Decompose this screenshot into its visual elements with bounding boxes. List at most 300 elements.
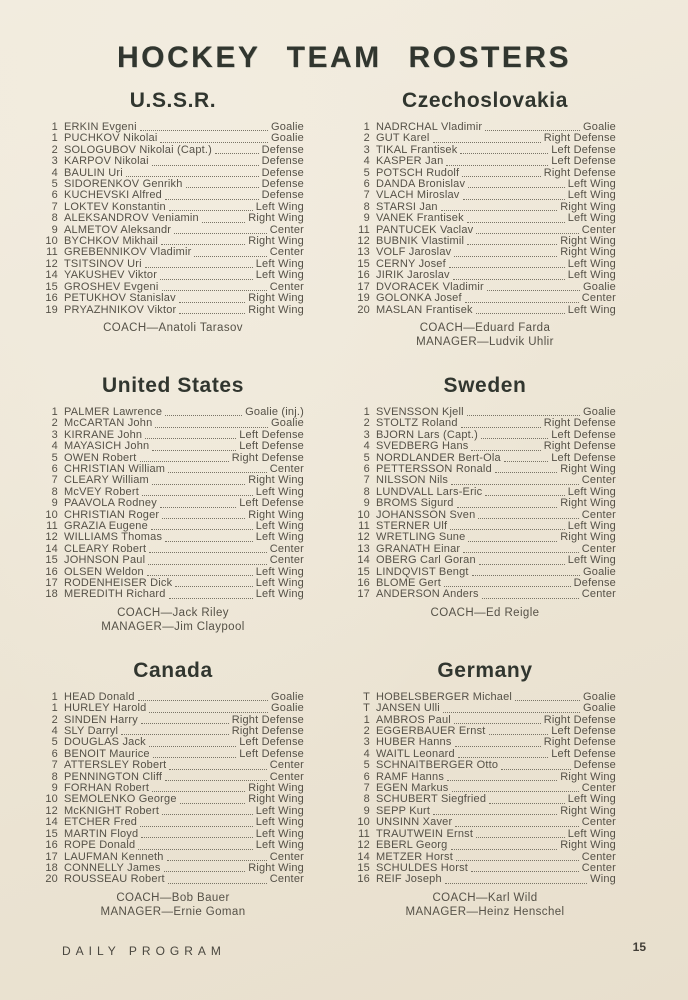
player-position: Goalie [583,690,616,703]
player-position: Right Wing [560,531,616,544]
player-row [354,703,616,714]
player-name: ERKIN Evgeni [64,121,137,133]
player-row [354,305,616,316]
team-section [354,660,616,919]
player-position: Right Wing [248,235,304,248]
player-name: MARTIN Floyd [64,827,139,840]
dot-leader [471,871,579,872]
player-name: SCHULDES Horst [376,861,469,874]
player-number: 12 [45,531,58,544]
player-position: Left Wing [567,793,616,806]
player-position: Center [581,861,616,874]
player-number: 3 [51,155,58,168]
player-name: OLSEN Weldon [64,565,144,578]
dot-leader [148,564,267,565]
player-name: OWEN Robert [64,451,137,464]
player-position: Right Wing [560,497,616,510]
player-name: DOUGLAS Jack [64,736,146,749]
dot-leader [145,438,236,439]
dot-leader [141,837,252,838]
player-number: 10 [357,508,370,521]
dot-leader [446,165,548,166]
player-row [354,840,616,851]
player-name: BUBNIK Vlastimil [376,235,465,248]
player-row [354,418,616,429]
player-position: Goalie [583,280,616,293]
player-position: Defense [261,155,304,168]
dot-leader [467,415,580,416]
player-position: Left Wing [567,303,616,316]
player-name: KARPOV Nikolai [64,155,149,168]
player-position: Center [581,850,616,863]
player-name: CHRISTIAN Roger [64,508,160,521]
player-number: 4 [51,166,58,179]
player-position: Right Defense [231,713,304,726]
dot-leader [476,837,565,838]
team-section [42,90,304,349]
dot-leader [152,450,236,451]
dot-leader [162,290,267,291]
dot-leader [162,518,245,519]
player-position: Left Wing [255,531,304,544]
player-name: KIRRANE John [64,428,143,441]
dot-leader [149,746,236,747]
dot-leader [152,791,245,792]
player-name: BENOIT Maurice [64,747,150,760]
player-name: EGEN Markus [376,782,449,795]
staff-line: MANAGER—Heinz Henschel [405,905,565,918]
player-position: Goalie [583,702,616,715]
dot-leader [169,769,266,770]
player-name: JANSEN Ulli [376,702,440,715]
player-list [354,407,616,601]
player-position: Goalie (inj.) [245,405,304,418]
player-number: 1 [51,132,58,145]
dot-leader [445,883,587,884]
player-name: LUNDVALL Lars-Eric [376,485,483,498]
player-name: CONNELLY James [64,861,161,874]
player-name: HEAD Donald [64,690,135,703]
player-name: CLEARY William [64,474,149,487]
dot-leader [169,598,253,599]
player-position: Right Wing [248,782,304,795]
player-number: 17 [45,850,58,863]
player-row [42,270,304,281]
player-name: PETUKHOV Stanislav [64,292,176,305]
player-name: SVEDBERG Hans [376,440,469,453]
player-position: Left Defense [551,451,616,464]
player-name: SEMOLENKO George [64,793,177,806]
player-number: 16 [45,839,58,852]
dot-leader [471,450,540,451]
dot-leader [151,529,253,530]
player-row [42,441,304,452]
dot-leader [457,507,558,508]
player-position: Center [581,223,616,236]
staff-line: COACH—Eduard Farda [419,321,551,334]
player-position: Right Wing [248,861,304,874]
dot-leader [155,427,268,428]
player-position: Goalie [583,405,616,418]
player-position: Right Wing [248,508,304,521]
staff-line: COACH—Jack Riley [117,606,229,619]
player-position: Goalie [271,417,304,430]
player-number: 12 [45,257,58,270]
dot-leader [468,187,565,188]
player-number: 1 [363,713,370,726]
player-name: VOLF Jaroslav [376,246,452,259]
player-position: Left Defense [239,497,304,510]
player-position: Defense [261,189,304,202]
player-position: Goalie [271,132,304,145]
player-name: MASLAN Frantisek [376,303,473,316]
player-number: 4 [51,440,58,453]
player-number: 1 [51,405,58,418]
player-position: Center [269,280,304,293]
player-position: Right Defense [231,451,304,464]
player-number: 1 [363,121,370,133]
player-position: Left Defense [551,143,616,156]
player-name: BROMS Sigurd [376,497,454,510]
player-name: AMBROS Paul [376,713,451,726]
player-position: Defense [261,143,304,156]
dot-leader [153,757,236,758]
dot-leader [451,484,579,485]
player-name: ROPE Donald [64,839,136,852]
player-number: 13 [357,542,370,555]
dot-leader [164,871,246,872]
player-row [354,817,616,828]
dot-leader [142,495,253,496]
dot-leader [460,153,548,154]
dot-leader [479,564,565,565]
player-number: 8 [51,770,58,783]
player-name: KUCHEVSKI Alfred [64,189,162,202]
player-position: Left Wing [255,200,304,213]
player-name: VLACH Miroslav [376,189,460,202]
player-position: Left Defense [239,428,304,441]
player-number: 3 [363,428,370,441]
dot-leader [485,495,564,496]
player-name: EGGERBAUER Ernst [376,725,486,738]
player-number: 3 [363,736,370,749]
player-position: Left Wing [567,269,616,282]
player-number: 2 [363,725,370,738]
dot-leader [463,199,565,200]
player-name: HURLEY Harold [64,702,147,715]
player-name: EBERL Georg [376,839,448,852]
dot-leader [140,130,268,131]
player-row [42,555,304,566]
dot-leader [453,279,565,280]
dot-leader [515,700,580,701]
player-row [42,703,304,714]
player-position: Right Wing [560,235,616,248]
player-position: Left Defense [551,725,616,738]
player-position: Right Wing [248,793,304,806]
player-position: Center [269,542,304,555]
player-name: ROUSSEAU Robert [64,873,165,886]
player-row [354,270,616,281]
player-position: Left Wing [567,554,616,567]
player-number: 9 [51,782,58,795]
player-number: 7 [51,474,58,487]
player-name: BYCHKOV Mikhail [64,235,159,248]
player-name: VANEK Frantisek [376,212,464,225]
dot-leader [478,518,578,519]
player-name: GRANATH Einar [376,542,461,555]
player-name: SEPP Kurt [376,804,431,817]
player-position: Defense [261,178,304,191]
player-position: Left Wing [567,519,616,532]
dot-leader [141,723,229,724]
dot-leader [140,826,253,827]
dot-leader [487,290,580,291]
dot-leader [167,860,267,861]
player-number: 9 [51,497,58,510]
staff-lines [354,321,616,349]
player-position: Left Wing [567,212,616,225]
player-name: REIF Joseph [376,873,442,886]
player-number: 1 [51,690,58,703]
dot-leader [452,791,579,792]
player-name: SINDEN Harry [64,713,138,726]
player-number: 13 [357,246,370,259]
dot-leader [215,153,259,154]
dot-leader [468,541,557,542]
player-position: Right Defense [543,736,616,749]
dot-leader [441,210,557,211]
player-position: Center [581,782,616,795]
player-number: 2 [363,417,370,430]
player-name: LINDQVIST Bengt [376,565,469,578]
player-name: WAITL Leonard [376,747,455,760]
player-position: Goalie [583,565,616,578]
dot-leader [467,244,557,245]
player-number: 6 [51,747,58,760]
player-number: 2 [51,417,58,430]
dot-leader [451,849,558,850]
player-position: Left Defense [551,428,616,441]
player-number: 1 [51,702,58,715]
player-name: BAULIN Uri [64,166,123,179]
player-name: SIDORENKOV Genrikh [64,178,183,191]
player-number: 10 [357,816,370,829]
player-position: Left Wing [255,565,304,578]
dot-leader [454,723,541,724]
player-position: Defense [573,759,616,772]
player-name: SOLOGUBOV Nikolai (Capt.) [64,143,213,156]
player-number: 10 [45,793,58,806]
staff-line: COACH—Ed Reigle [430,606,540,619]
player-name: KASPER Jan [376,155,444,168]
dot-leader [455,826,578,827]
dot-leader [121,734,229,735]
player-number: 16 [45,292,58,305]
player-position: Left Wing [567,827,616,840]
player-number: 10 [45,508,58,521]
player-name: DVORACEK Vladimir [376,280,484,293]
player-name: McCARTAN John [64,417,153,430]
dot-leader [179,313,245,314]
staff-lines [42,891,304,919]
player-name: TRAUTWEIN Ernst [376,827,474,840]
player-number: 5 [363,451,370,464]
player-number: 2 [363,132,370,145]
player-number: 3 [363,143,370,156]
player-position: Defense [261,166,304,179]
player-name: MAYASICH John [64,440,150,453]
player-position: Right Defense [543,132,616,145]
dot-leader [138,849,252,850]
dot-leader [174,233,267,234]
player-name: GRAZIA Eugene [64,519,148,532]
player-number: 5 [51,736,58,749]
player-position: Center [581,474,616,487]
player-position: Left Defense [239,440,304,453]
player-number: 1 [51,121,58,133]
dot-leader [458,757,548,758]
player-row [42,418,304,429]
player-row [42,589,304,600]
player-name: CERNY Josef [376,257,446,270]
player-row [42,817,304,828]
staff-line: COACH—Karl Wild [432,891,538,904]
player-number: 15 [45,280,58,293]
player-number: 6 [363,462,370,475]
player-number: 7 [51,759,58,772]
staff-line: COACH—Anatoli Tarasov [103,321,243,334]
rosters-grid [42,90,616,919]
team-name: United States [102,373,244,397]
dot-leader [169,210,253,211]
player-number: 8 [363,485,370,498]
player-name: PENNINGTON Cliff [64,770,163,783]
player-number: 18 [45,861,58,874]
dot-leader [145,267,253,268]
player-number: 8 [51,212,58,225]
player-number: 16 [357,873,370,886]
player-number: 4 [363,155,370,168]
player-number: 3 [51,428,58,441]
player-position: Left Wing [255,804,304,817]
player-name: WRETLING Sune [376,531,466,544]
dot-leader [165,415,242,416]
dot-leader [433,814,557,815]
player-position: Center [269,554,304,567]
player-position: Left Defense [239,736,304,749]
staff-lines [354,606,616,620]
dot-leader [175,586,252,587]
player-name: GOLONKA Josef [376,292,462,305]
dot-leader [456,860,579,861]
player-name: JIRIK Jaroslav [376,269,450,282]
player-number: 7 [363,782,370,795]
dot-leader [194,256,266,257]
player-name: NADRCHAL Vladimir [376,121,483,133]
player-number: 14 [357,554,370,567]
player-name: GUT Karel [376,132,430,145]
player-number: 17 [357,280,370,293]
player-name: LAUFMAN Kenneth [64,850,164,863]
dot-leader [485,130,580,131]
staff-line: MANAGER—Ernie Goman [100,905,246,918]
dot-leader [454,256,557,257]
player-position: Left Wing [255,816,304,829]
player-position: Center [269,246,304,259]
dot-leader [202,222,245,223]
player-position: Center [269,223,304,236]
player-position: Left Wing [567,485,616,498]
player-number: 12 [357,839,370,852]
player-number: 20 [45,873,58,886]
player-number: 7 [363,189,370,202]
player-position: Left Wing [255,588,304,601]
footer-publication-name: DAILY PROGRAM [62,944,226,958]
player-name: DANDA Bronislav [376,178,466,191]
player-row [42,293,304,304]
dot-leader [180,803,246,804]
staff-line: MANAGER—Ludvik Uhlir [416,335,554,348]
player-position: Left Wing [567,178,616,191]
player-number: T [363,702,370,715]
player-number: 2 [51,143,58,156]
team-name: Sweden [443,373,527,397]
player-row [354,213,616,224]
player-position: Center [581,588,616,601]
player-position: Left Wing [255,577,304,589]
player-name: TSITSINOV Uri [64,257,142,270]
player-position: Center [269,873,304,886]
player-list [42,692,304,886]
player-position: Right Defense [543,417,616,430]
player-number: 2 [51,713,58,726]
dot-leader [147,575,253,576]
page-number: 15 [632,940,646,954]
player-position: Center [581,816,616,829]
player-row [42,213,304,224]
player-number: 8 [363,793,370,806]
dot-leader [152,165,259,166]
dot-leader [140,461,229,462]
player-name: CLEARY Robert [64,542,147,555]
staff-line: COACH—Bob Bauer [116,891,230,904]
player-number: 11 [358,519,370,532]
dot-leader [465,302,579,303]
dot-leader [161,244,245,245]
dot-leader [149,552,266,553]
player-number: 5 [363,759,370,772]
player-name: SCHNAITBERGER Otto [376,759,499,772]
dot-leader [149,712,268,713]
player-number: 6 [363,770,370,783]
dot-leader [179,302,245,303]
player-position: Defense [573,577,616,589]
team-section [354,375,616,634]
player-name: FORHAN Robert [64,782,150,795]
player-position: Center [581,292,616,305]
player-number: 10 [45,235,58,248]
player-number: 19 [45,303,58,316]
dot-leader [168,472,267,473]
player-list [354,122,616,316]
player-number: 20 [357,303,370,316]
dot-leader [444,586,571,587]
player-number: 18 [45,588,58,601]
staff-lines [42,606,304,634]
player-position: Left Wing [255,485,304,498]
player-name: PANTUCEK Vaclav [376,223,474,236]
